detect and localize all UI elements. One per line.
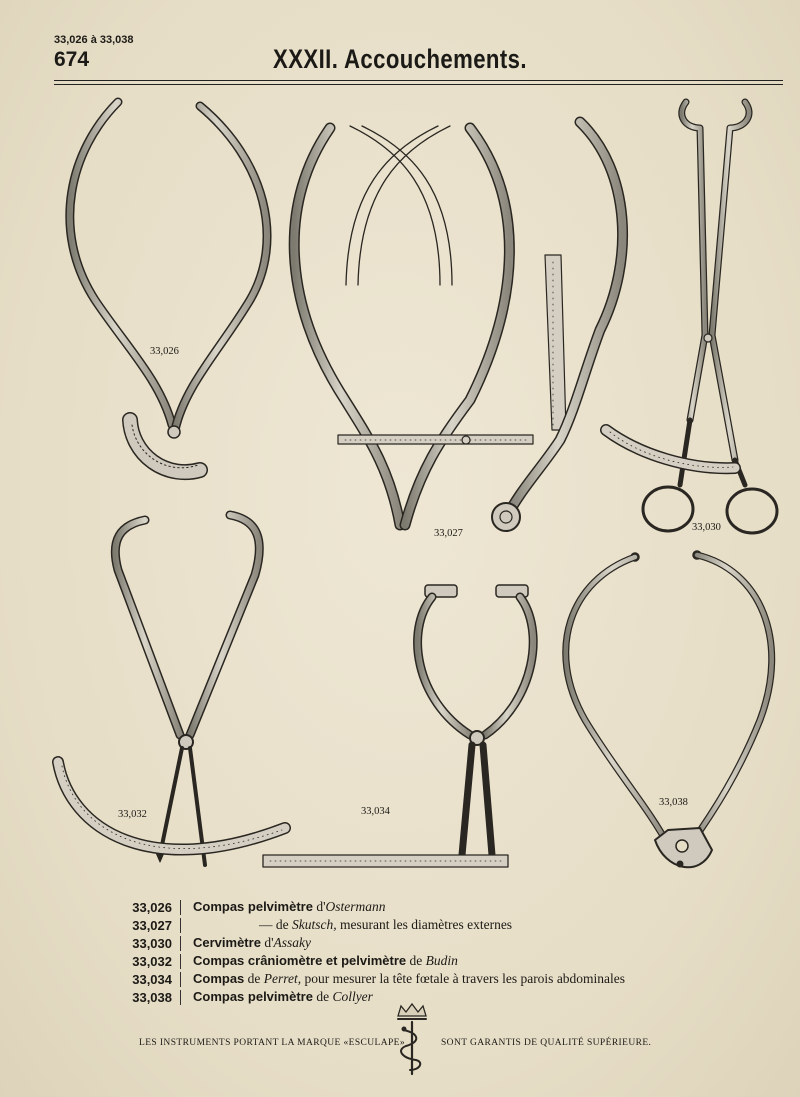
caption-text: — de Skutsch, mesurant les diamètres externes <box>259 917 513 932</box>
instrument-33030-illustration <box>492 102 777 533</box>
footer-right-text: SONT GARANTIS DE QUALITÉ SUPÉRIEURE. <box>441 1038 652 1048</box>
instrument-33038-illustration <box>566 551 772 867</box>
figure-label-33027: 33,027 <box>434 528 463 539</box>
item-range: 33,026 à 33,038 <box>54 34 134 46</box>
caption-code: 33,032 <box>124 954 181 969</box>
figure-label-33038: 33,038 <box>659 797 688 808</box>
caption-list <box>124 898 625 1006</box>
caption-row <box>124 952 625 970</box>
page-number: 674 <box>54 48 90 71</box>
figure-label-33034: 33,034 <box>361 806 390 817</box>
figure-label-33026: 33,026 <box>150 346 179 357</box>
instrument-33032-illustration <box>58 515 285 865</box>
caption-text: Compas pelvimètre d'Ostermann <box>193 899 386 914</box>
figure-label-33032: 33,032 <box>118 809 147 820</box>
caption-row <box>124 988 625 1006</box>
caption-text: Compas de Perret, pour mesurer la tête fœtale à travers les parois abdominales <box>193 971 626 986</box>
caption-row <box>124 916 625 934</box>
caption-code: 33,038 <box>124 990 181 1005</box>
caption-code: 33,030 <box>124 936 181 951</box>
page-title: XXXII. Accouchements. <box>273 44 527 74</box>
caption-code: 33,034 <box>124 972 181 987</box>
caption-code: 33,026 <box>124 900 181 915</box>
instrument-33026-illustration <box>70 102 267 472</box>
caption-row <box>124 898 625 916</box>
caption-text: Compas pelvimètre de Collyer <box>193 989 373 1004</box>
caption-code: 33,027 <box>124 918 181 933</box>
caption-row <box>124 934 625 952</box>
instrument-33027-illustration <box>294 126 533 525</box>
caption-text: Cervimètre d'Assaky <box>193 935 311 950</box>
figure-label-33030: 33,030 <box>692 522 721 533</box>
footer-left-text: LES INSTRUMENTS PORTANT LA MARQUE «ESCULAPE» <box>139 1038 406 1048</box>
esculape-logo-icon <box>392 1002 432 1078</box>
instrument-33034-illustration <box>263 585 533 867</box>
caption-text: Compas crâniomètre et pelvimètre de Budin <box>193 953 458 968</box>
caption-row <box>124 970 625 988</box>
